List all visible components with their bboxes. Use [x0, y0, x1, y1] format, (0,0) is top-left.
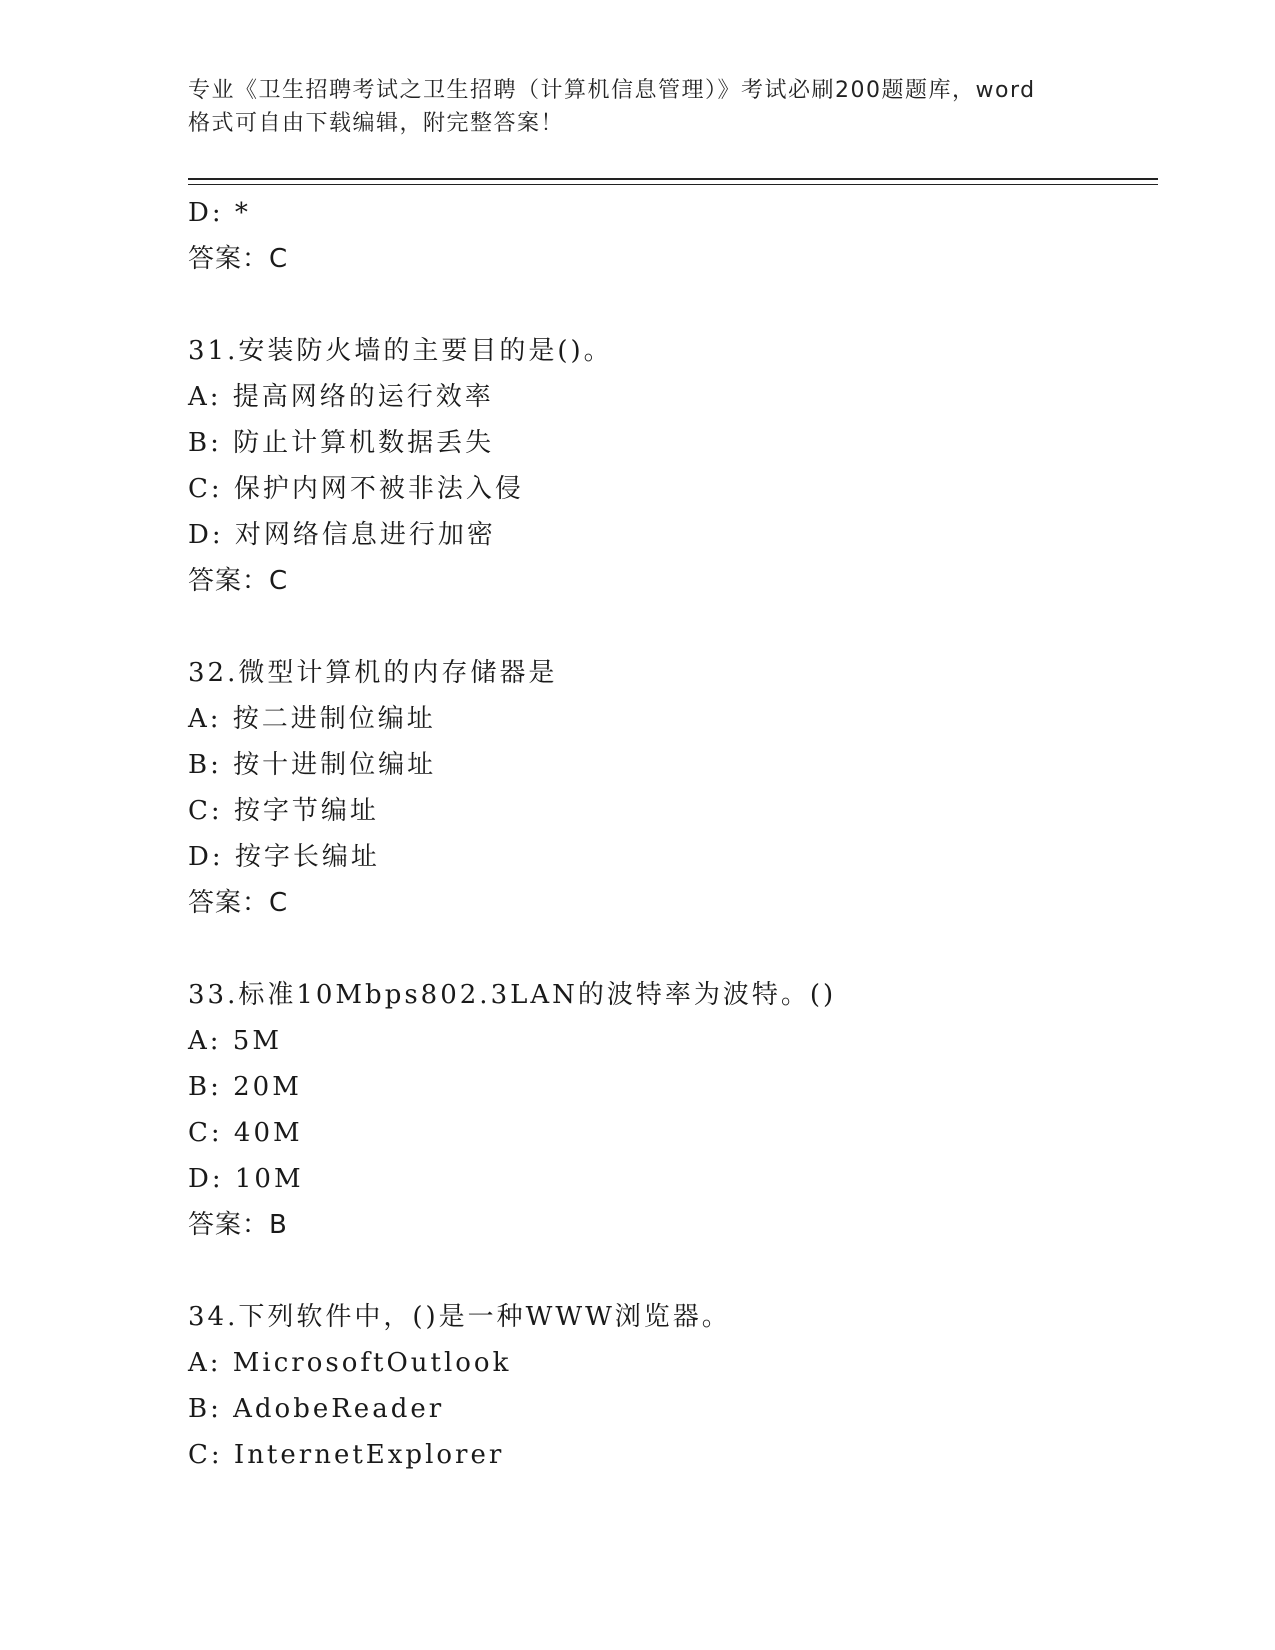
header-line-1: 专业《卫生招聘考试之卫生招聘（计算机信息管理）》考试必刷200题题库，word — [188, 78, 1036, 103]
question-text: 32.微型计算机的内存储器是 — [188, 658, 558, 688]
option-d: D: 按字长编址 — [188, 842, 380, 872]
question-text: 31.安装防火墙的主要目的是()。 — [188, 336, 613, 366]
question-block-31 — [188, 328, 1158, 604]
option-b: B: 防止计算机数据丢失 — [188, 428, 495, 458]
option-b: B: 20M — [188, 1072, 302, 1102]
question-list — [188, 190, 1158, 1478]
option-b: B: 按十进制位编址 — [188, 750, 437, 780]
spacer — [188, 926, 1158, 972]
question-block-30 — [188, 190, 1158, 282]
question-block-33 — [188, 972, 1158, 1248]
spacer — [188, 1248, 1158, 1294]
question-block-32 — [188, 650, 1158, 926]
header-divider-thin — [188, 184, 1158, 185]
question-block-34 — [188, 1294, 1158, 1478]
option-a: A: 提高网络的运行效率 — [188, 382, 494, 412]
header-divider — [188, 178, 1158, 180]
option-c: C: InternetExplorer — [188, 1440, 505, 1470]
answer: 答案：C — [188, 244, 289, 274]
option-c: C: 40M — [188, 1118, 303, 1148]
header-line-2: 格式可自由下载编辑，附完整答案！ — [188, 111, 565, 136]
option-a: A: MicrosoftOutlook — [188, 1348, 512, 1378]
spacer — [188, 282, 1158, 328]
option-a: A: 按二进制位编址 — [188, 704, 436, 734]
option-d: D: 10M — [188, 1164, 304, 1194]
document-header — [188, 74, 1088, 140]
option-c: C: 保护内网不被非法入侵 — [188, 474, 524, 504]
option-b: B: AdobeReader — [188, 1394, 445, 1424]
spacer — [188, 604, 1158, 650]
question-text: 33.标准10Mbps802.3LAN的波特率为波特。() — [188, 980, 837, 1010]
option-c: C: 按字节编址 — [188, 796, 379, 826]
option-d: D: 对网络信息进行加密 — [188, 520, 496, 550]
answer: 答案：B — [188, 1210, 288, 1240]
option-a: A: 5M — [188, 1026, 282, 1056]
answer: 答案：C — [188, 566, 289, 596]
question-text: 34.下列软件中，()是一种WWW浏览器。 — [188, 1302, 731, 1332]
answer: 答案：C — [188, 888, 289, 918]
option-d: D: * — [188, 198, 251, 228]
